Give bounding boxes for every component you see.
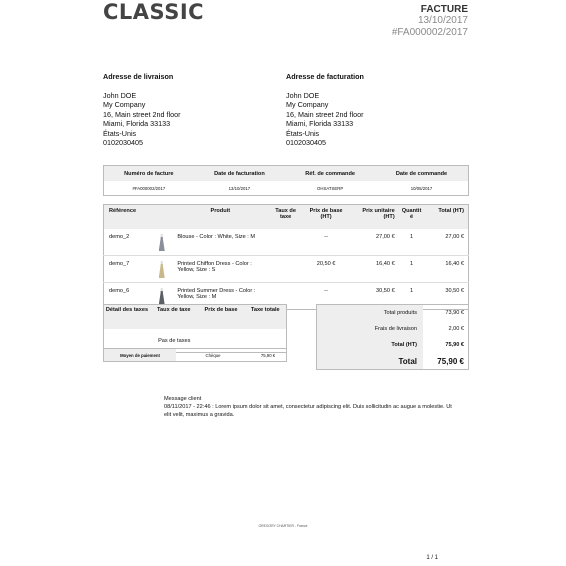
payment-amount: 75,90 €	[260, 352, 276, 358]
shop-logo: CLASSIC	[103, 0, 205, 24]
info-value: 10/05/2017	[410, 185, 433, 191]
product-tax-rate	[268, 229, 303, 256]
totals-table	[316, 304, 469, 370]
col-header-product: Produit	[172, 205, 268, 230]
customer-message	[164, 395, 454, 419]
product-image	[159, 288, 165, 305]
address-line: États-Unis	[286, 128, 320, 138]
product-unit-price: 27,00 €	[376, 234, 395, 240]
info-value: #FA000002/2017	[132, 185, 166, 191]
products-table	[103, 204, 469, 310]
product-thumbnail	[151, 229, 172, 256]
address-line: États-Unis	[103, 128, 137, 138]
address-line: John DOE	[286, 90, 320, 100]
address-line: My Company	[103, 100, 146, 109]
tax-header: Taux de taxe	[150, 305, 198, 330]
tax-detail-table	[103, 304, 287, 353]
billing-address-heading: Adresse de facturation	[286, 72, 364, 81]
product-quantity: 1	[409, 234, 414, 240]
col-header-unit-price: Prix unitaire (HT)	[349, 205, 399, 230]
product-reference: demo_2	[109, 234, 130, 240]
address-line: 16, Main street 2nd floor	[286, 109, 364, 119]
product-total: 16,40 €	[424, 256, 468, 283]
invoice-date: 13/10/2017	[417, 15, 468, 26]
product-total: 30,50 €	[424, 283, 468, 310]
product-base-price: --	[303, 283, 349, 310]
col-header-tax-rate: Taux de taxe	[268, 205, 303, 230]
product-thumbnail	[151, 256, 172, 283]
product-unit-price: 30,50 €	[349, 283, 399, 310]
invoice-number: #FA000002/2017	[391, 27, 468, 38]
info-header: Date de facturation	[194, 166, 285, 182]
product-name: Blouse - Color : White, Size : M	[177, 234, 256, 240]
total-label: Frais de livraison	[317, 321, 424, 337]
col-header-total: Total (HT)	[424, 205, 468, 230]
col-header-image	[151, 205, 172, 230]
tax-header: Taxe totale	[244, 305, 286, 330]
address-line: 16, Main street 2nd floor	[103, 109, 181, 119]
payment-method-table	[103, 348, 287, 362]
payment-label: Moyen de paiement	[104, 349, 177, 362]
table-row	[104, 256, 469, 283]
billing-address	[286, 72, 364, 148]
tax-header: Prix de base	[198, 305, 245, 330]
info-value: 13/10/2017	[228, 185, 251, 191]
address-line: Miami, Florida 33133	[286, 119, 354, 128]
total-value: 75,90 €	[445, 342, 464, 348]
invoice-info-table	[103, 165, 469, 196]
product-quantity: 1	[399, 256, 425, 283]
product-image	[159, 261, 165, 278]
product-name: Printed Chiffon Dress - Color : Yellow, Size : S	[172, 256, 268, 283]
tax-header: Détail des taxes	[104, 305, 151, 330]
delivery-address-heading: Adresse de livraison	[103, 72, 174, 81]
product-base-price: --	[324, 234, 328, 240]
info-header: Date de commande	[375, 166, 468, 182]
no-taxes-text: Pas de taxes	[158, 337, 191, 344]
total-label: Total produits	[317, 305, 424, 322]
product-base-price: 20,50 €	[303, 256, 349, 283]
product-quantity: 1	[399, 283, 425, 310]
footer-text: GREGORY CHARTIER - France	[258, 524, 308, 528]
customer-message-body: 08/11/2017 - 22:46 : Lorem ipsum dolor sit amet, consectetur adipiscing elit. Duis sollicitudin ac augue a molestie. Ut elit velit, maximus a gravida.	[164, 404, 452, 418]
grand-total-value: 75,90 €	[437, 356, 464, 366]
total-value: 73,90 €	[445, 310, 464, 316]
product-name: Printed Summer Dress - Color : Yellow, Size : M	[172, 283, 268, 310]
page-number: 1 / 1	[426, 555, 438, 561]
info-header: Numéro de facture	[104, 166, 194, 182]
invoice-header	[392, 4, 468, 39]
customer-message-heading: Message client	[164, 396, 202, 402]
total-label: Total (HT)	[317, 337, 424, 353]
col-header-quantity: Quantit é	[399, 205, 425, 230]
address-line: 0102030405	[286, 138, 326, 147]
address-line: Miami, Florida 33133	[103, 119, 171, 128]
grand-total-label: Total	[317, 353, 424, 370]
invoice-title: FACTURE	[420, 4, 468, 15]
payment-method: Chèque	[205, 352, 221, 358]
col-header-reference: Référence	[104, 205, 152, 230]
delivery-address	[103, 72, 181, 148]
address-line: John DOE	[103, 90, 137, 100]
product-reference: demo_6	[104, 283, 152, 310]
total-value: 2,00 €	[448, 326, 464, 332]
info-value: OHSATSERP	[317, 185, 344, 191]
address-line: 0102030405	[103, 138, 143, 147]
col-header-base-price: Prix de base (HT)	[303, 205, 349, 230]
product-tax-rate	[268, 256, 303, 283]
info-header: Réf. de commande	[285, 166, 375, 182]
product-unit-price: 16,40 €	[349, 256, 399, 283]
product-total: 27,00 €	[445, 234, 464, 240]
product-reference: demo_7	[104, 256, 152, 283]
address-line: My Company	[286, 100, 329, 109]
product-image	[159, 234, 165, 251]
table-row	[104, 229, 469, 256]
